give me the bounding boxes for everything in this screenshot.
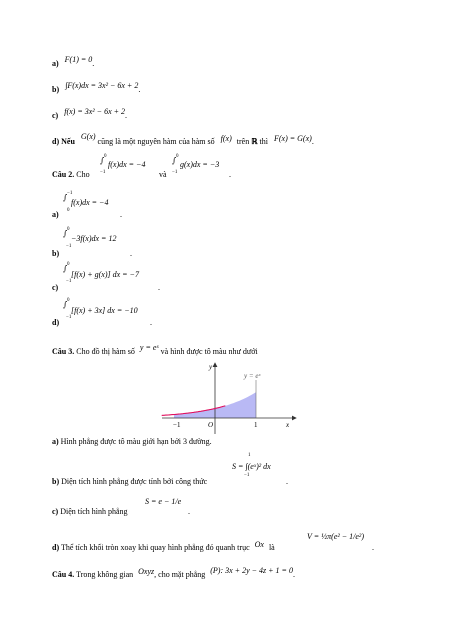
q1-option-d: d) Nếu G(x) cũng là một nguyên hàm của hàm số f(x) trên ℝ thì F(x) = G(x).	[52, 132, 314, 146]
real-set-symbol: ℝ	[251, 137, 258, 146]
q2-int1-upper: 0	[104, 154, 107, 159]
q2-int1-body: f(x)dx = −4	[108, 160, 146, 169]
q2-int2-upper: 0	[176, 154, 179, 159]
q1d-f: f(x)	[220, 134, 232, 143]
q1d-equation: F(x) = G(x)	[273, 134, 312, 143]
q2a-lower: 0	[67, 208, 70, 213]
x-axis-label: x	[286, 421, 290, 429]
q2-int2-body: g(x)dx = −3	[180, 160, 220, 169]
q3d-axis: Ox	[254, 540, 264, 549]
q4-heading: Câu 4.	[52, 570, 75, 579]
integral-sign: ∫	[63, 300, 68, 309]
option-label: d)	[52, 543, 60, 552]
q3-heading: Câu 3.	[52, 347, 75, 356]
q2b-body: −3f(x)dx = 12	[71, 234, 117, 243]
tick-label-1: 1	[254, 421, 258, 429]
option-label: c)	[52, 111, 59, 120]
q3-option-c: c) Diện tích hình phẳng	[52, 507, 128, 516]
q2b-upper: 0	[67, 227, 70, 232]
option-label: c)	[52, 507, 59, 516]
option-label: d) Nếu	[52, 137, 75, 146]
option-label: a)	[52, 59, 59, 68]
option-label: b)	[52, 85, 60, 94]
integral-sign: ∫	[100, 156, 105, 165]
q2-int1-lower: −1	[100, 170, 106, 175]
q1-option-a: a) F(1) = 0.	[52, 55, 95, 68]
q1-option-b: b) ∫F(x)dx = 3x² − 6x + 2.	[52, 81, 141, 94]
origin-label: O	[208, 421, 214, 429]
q3-option-b: b) Diện tích hình phẳng được tính bởi công thức	[52, 477, 208, 486]
curve-label: y = eˣ	[244, 372, 261, 380]
integral-sign: ∫	[63, 264, 68, 273]
q1a-expression: F(1) = 0	[64, 55, 93, 64]
q2d-body: [f(x) + 3x] dx = −10	[71, 306, 138, 315]
q2-option-a-label: a)	[52, 210, 59, 219]
q3b-lower: −1	[244, 473, 250, 478]
q2-option-c-label: c)	[52, 283, 59, 292]
q1b-expression: ∫F(x)dx = 3x² − 6x + 2	[65, 81, 139, 90]
q1c-expression: f(x) = 3x² − 6x + 2	[64, 107, 126, 116]
integral-sign: ∫	[63, 193, 68, 202]
y-axis-label: y	[209, 363, 213, 371]
q2d-lower: −1	[66, 315, 72, 320]
q2c-upper: 0	[67, 262, 70, 267]
q2-option-d-label: d)	[52, 318, 60, 327]
q3c-formula: S = e − 1/e	[145, 497, 182, 506]
integral-sign: ∫	[63, 229, 68, 238]
q2b-lower: −1	[66, 244, 72, 249]
tick-label-neg1: −1	[173, 421, 181, 429]
option-label: a)	[52, 437, 59, 446]
q2-heading: Câu 2.	[52, 170, 75, 179]
q3-option-d: d) Thể tích khối tròn xoay khi quay hình phẳng đó quanh trục Ox là	[52, 540, 275, 552]
q2a-upper: −1	[67, 191, 73, 196]
q2c-lower: −1	[66, 279, 72, 284]
q1-option-c: c) f(x) = 3x² − 6x + 2.	[52, 107, 128, 120]
q2-heading-line: Câu 2. Cho	[52, 170, 90, 179]
q1d-g: G(x)	[80, 132, 96, 141]
q4-line: Câu 4. Trong không gian Oxyz, cho mặt phẳng (P): 3x + 2y − 4z + 1 = 0.	[52, 566, 295, 579]
q2d-upper: 0	[67, 298, 70, 303]
q3b-upper: 1	[248, 453, 251, 458]
q2-int2-lower: −1	[172, 170, 178, 175]
q2c-body: [f(x) + g(x)] dx = −7	[71, 270, 139, 279]
q3-option-a: a) Hình phẳng được tô màu giới hạn bởi 3 đường.	[52, 437, 212, 446]
option-label: b)	[52, 477, 60, 486]
q2a-body: f(x)dx = −4	[71, 198, 109, 207]
integral-sign: ∫	[172, 156, 177, 165]
exponential-graph	[160, 360, 300, 436]
q4-plane: (P): 3x + 2y − 4z + 1 = 0	[210, 566, 293, 575]
q3b-formula: S = ∫(eˣ)² dx	[232, 462, 271, 471]
q3-heading-line: Câu 3. Cho đồ thị hàm số y = eˣ và hình được tô màu như dưới	[52, 343, 258, 356]
q3d-formula: V = ½π(e² − 1/e²)	[307, 532, 364, 541]
q4-space: Oxyz	[138, 567, 155, 576]
q3-function: y = eˣ	[139, 343, 159, 352]
q2-option-b-label: b)	[52, 249, 60, 258]
